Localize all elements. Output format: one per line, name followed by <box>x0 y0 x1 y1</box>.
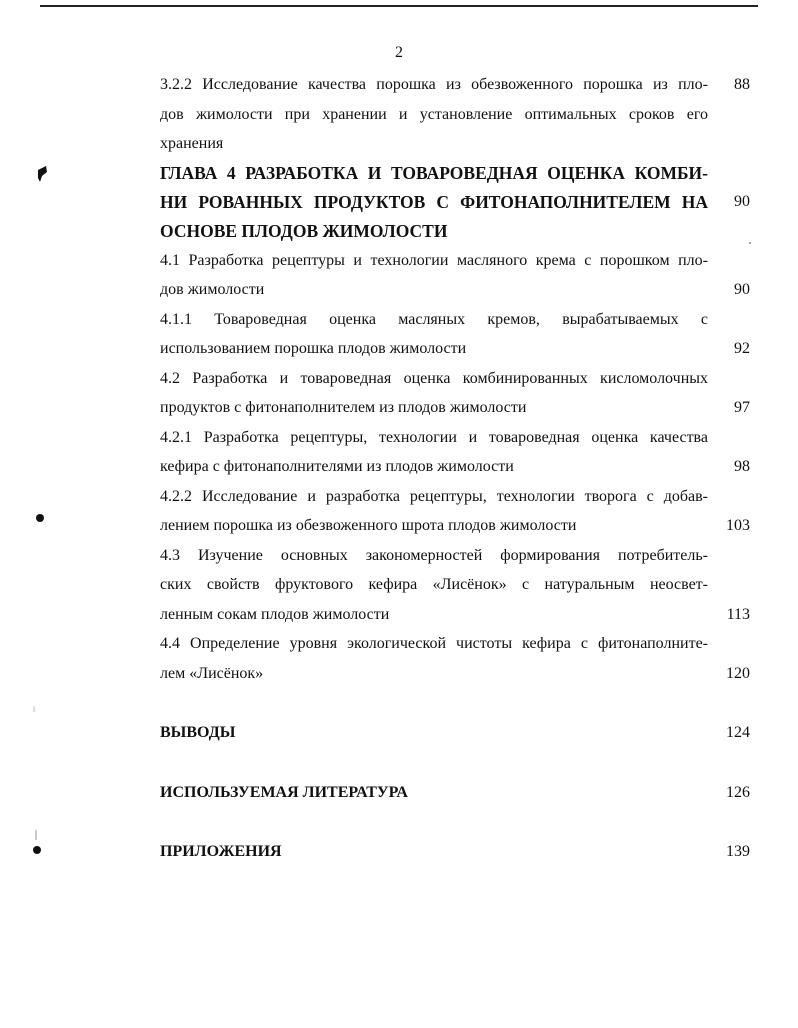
toc-entry-conclusions <box>160 718 750 748</box>
toc-entry-line: 4.3 Изучение основных закономерностей формирования потребитель- <box>160 546 708 564</box>
toc-entry-literature <box>160 778 750 808</box>
table-of-contents <box>160 70 750 867</box>
toc-page-number: 90 <box>734 281 750 298</box>
punch-hole-mark <box>33 846 41 854</box>
toc-entry-4-2-2 <box>160 482 750 541</box>
toc-entry-4-4 <box>160 629 750 688</box>
toc-entry-line: 4.2 Разработка и товароведная оценка комбинированных кисломолочных <box>160 369 708 387</box>
toc-entry-chapter-4 <box>160 159 750 246</box>
toc-heading-line: ИСПОЛЬЗУЕМАЯ ЛИТЕРАТУРА <box>160 783 408 801</box>
toc-page-number: 98 <box>734 458 750 475</box>
punch-hole-mark <box>36 514 44 522</box>
toc-heading-line: НИ РОВАННЫХ ПРОДУКТОВ С ФИТОНАПОЛНИТЕЛЕМ НА <box>160 191 708 212</box>
toc-entry-4-1 <box>160 246 750 305</box>
toc-entry-3-2-2 <box>160 70 750 159</box>
punch-hole-mark <box>38 166 47 182</box>
toc-entry-line: 4.4 Определение уровня экологической чистоты кефира с фитонаполните- <box>160 635 708 652</box>
toc-entry-line: дов жимолости <box>160 281 265 298</box>
toc-entry-4-1-1 <box>160 305 750 364</box>
toc-page-number: 88 <box>734 76 750 93</box>
toc-entry-line: 4.1 Разработка рецептуры и технологии масляного крема с порошком пло- <box>160 251 708 269</box>
toc-entry-line: использованием порошка плодов жимолости <box>160 340 467 357</box>
scan-border-line <box>40 5 758 7</box>
toc-entry-line: хранения <box>160 135 224 152</box>
toc-entry-line: 4.2.1 Разработка рецептуры, технологии и товароведная оценка качества <box>160 428 708 446</box>
toc-entry-line: продуктов с фитонаполнителем из плодов жимолости <box>160 399 527 416</box>
toc-entry-4-2 <box>160 364 750 423</box>
toc-entry-line: ских свойств фруктового кефира «Лисёнок» с натуральным неосвет- <box>160 576 708 593</box>
toc-entry-appendices <box>160 837 750 867</box>
toc-page-number: 90 <box>734 193 750 211</box>
toc-page-number: 97 <box>734 399 750 416</box>
toc-entry-line: кефира с фитонаполнителями из плодов жимолости <box>160 458 514 475</box>
toc-page-number: 92 <box>734 340 750 357</box>
toc-entry-line: 4.2.2 Исследование и разработка рецептуры, технологии творога с добав- <box>160 487 708 505</box>
page-number: 2 <box>395 44 403 61</box>
toc-entry-line: 4.1.1 Товароведная оценка масляных кремов, вырабатываемых с <box>160 310 708 328</box>
toc-page-number: 113 <box>726 605 750 623</box>
toc-entry-line: ленным сокам плодов жимолости <box>160 605 390 623</box>
toc-entry-line: лем «Лисёнок» <box>160 664 264 682</box>
toc-page-number: 124 <box>726 724 750 741</box>
toc-heading-line: ВЫВОДЫ <box>160 724 236 741</box>
toc-entry-line: 3.2.2 Исследование качества порошка из обезвоженного порошка из пло- <box>160 76 708 93</box>
toc-heading-line: ПРИЛОЖЕНИЯ <box>160 843 282 860</box>
toc-entry-line: дов жимолости при хранении и установление оптимальных сроков его <box>160 105 708 123</box>
toc-heading-line: ГЛАВА 4 РАЗРАБОТКА И ТОВАРОВЕДНАЯ ОЦЕНКА КОМБИ- <box>160 162 708 183</box>
toc-page-number: 126 <box>726 783 750 801</box>
toc-entry-4-3 <box>160 541 750 630</box>
toc-page-number: 103 <box>726 517 750 534</box>
toc-page-number: 120 <box>726 664 750 682</box>
toc-heading-line: ОСНОВЕ ПЛОДОВ ЖИМОЛОСТИ <box>160 220 448 241</box>
toc-page-number: 139 <box>726 843 750 860</box>
toc-entry-4-2-1 <box>160 423 750 482</box>
toc-entry-line: лением порошка из обезвоженного шрота плодов жимолости <box>160 517 577 534</box>
